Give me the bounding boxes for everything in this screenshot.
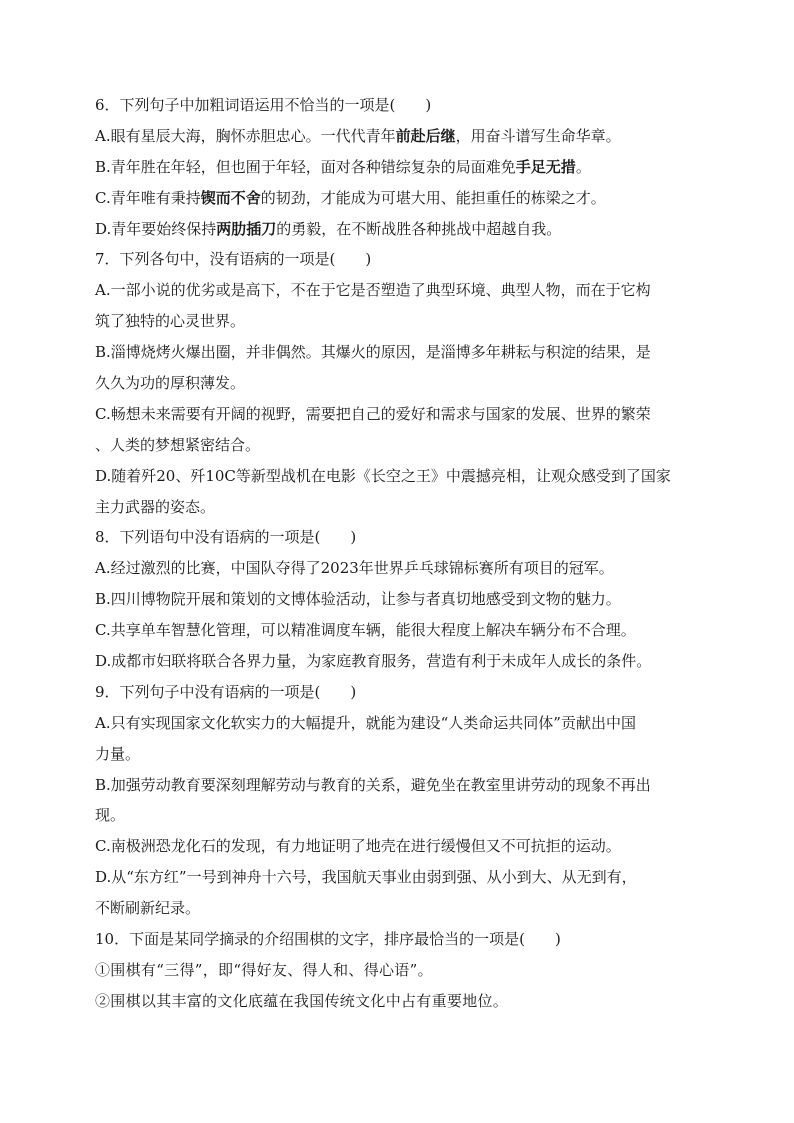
question-10-sentence-1: ①围棋有“三得”，即“得好友、得人和、得心语”。: [95, 960, 433, 979]
question-8-stem: 8．下列语句中没有语病的一项是( ): [95, 528, 357, 547]
bold-term: 前赴后继: [395, 126, 456, 145]
option-text: B.青年胜在年轻，但也囿于年轻，面对各种错综复杂的局面难免: [95, 157, 516, 176]
question-9-option-a-line1: A.只有实现国家文化软实力的大幅提升，就能为建设“人类命运共同体”贡献出中国: [95, 713, 636, 732]
question-list: [95, 90, 707, 1017]
question-9-option-b-line2: 现。: [95, 806, 126, 825]
question-7-option-a-line1: A.一部小说的优劣或是高下，不在于它是否塑造了典型环境、典型人物，而在于它构: [95, 281, 651, 300]
bold-term: 两肋插刀: [216, 219, 277, 238]
question-8-option-d: D.成都市妇联将联合各界力量，为家庭教育服务，营造有利于未成年人成长的条件。: [95, 652, 652, 671]
question-10-stem: 10．下面是某同学摘录的介绍围棋的文字，排序最恰当的一项是( ): [95, 930, 561, 949]
question-7-option-a-line2: 筑了独特的心灵世界。: [95, 312, 246, 331]
question-7-stem: 7．下列各句中，没有语病的一项是( ): [95, 250, 372, 269]
question-6-stem: 6．下列句子中加粗词语运用不恰当的一项是( ): [95, 96, 432, 114]
question-7-option-b-line1: B.淄博烧烤火爆出圈，并非偶然。其爆火的原因，是淄博多年耕耘与积淀的结果，是: [95, 343, 651, 362]
option-text: 的韧劲，才能成为可堪大用、能担重任的栋梁之才。: [260, 188, 606, 207]
question-8-option-a: A.经过激烈的比赛，中国队夺得了2023年世界乒乓球锦标赛所有项目的冠军。: [95, 559, 614, 578]
option-text: A.眼有星辰大海，胸怀赤胆忠心。一代代青年: [95, 126, 396, 145]
question-9-option-d-line2: 不断刷新纪录。: [95, 899, 201, 918]
question-7-option-c-line2: 、人类的梦想紧密结合。: [95, 435, 261, 454]
question-7-option-b-line2: 久久为功的厚积薄发。: [95, 374, 246, 393]
question-7-option-d-line1: D.随着歼20、歼10C等新型战机在电影《长空之王》中震撼亮相，让观众感受到了国家: [95, 466, 671, 485]
question-6-option-c: [95, 183, 707, 214]
option-text: ，用奋斗谱写生命华章。: [455, 126, 621, 145]
question-9-option-a-line2: 力量。: [95, 744, 141, 763]
option-text: 的勇毅，在不断战胜各种挑战中超越自我。: [276, 219, 562, 238]
question-6-option-d: [95, 214, 707, 245]
question-6-option-b: [95, 152, 707, 183]
question-6-option-a: [95, 121, 707, 152]
option-text: C.青年唯有秉持: [95, 188, 201, 207]
bold-term: 锲而不舍: [200, 188, 261, 207]
question-8-option-b: B.四川博物院开展和策划的文博体验活动，让参与者真切地感受到文物的魅力。: [95, 590, 621, 609]
question-10-sentence-2: ②围棋以其丰富的文化底蕴在我国传统文化中占有重要地位。: [95, 991, 509, 1010]
option-text: 。: [575, 157, 591, 176]
bold-term: 手足无措: [515, 157, 576, 176]
question-9-option-d-line1: D.从“东方红”一号到神舟十六号，我国航天事业由弱到强、从小到大、从无到有，: [95, 868, 637, 887]
question-7-option-c-line1: C.畅想未来需要有开阔的视野，需要把自己的爱好和需求与国家的发展、世界的繁荣: [95, 404, 651, 423]
option-text: D.青年要始终保持: [95, 219, 217, 238]
question-9-stem: 9．下列句子中没有语病的一项是( ): [95, 682, 357, 701]
question-7-option-d-line2: 主力武器的姿态。: [95, 497, 216, 516]
question-8-option-c: C.共享单车智慧化管理，可以精准调度车辆，能很大程度上解决车辆分布不合理。: [95, 621, 636, 640]
question-9-option-c: C.南极洲恐龙化石的发现，有力地证明了地壳在进行缓慢但又不可抗拒的运动。: [95, 837, 621, 856]
question-9-option-b-line1: B.加强劳动教育要深刻理解劳动与教育的关系，避免坐在教室里讲劳动的现象不再出: [95, 775, 651, 794]
